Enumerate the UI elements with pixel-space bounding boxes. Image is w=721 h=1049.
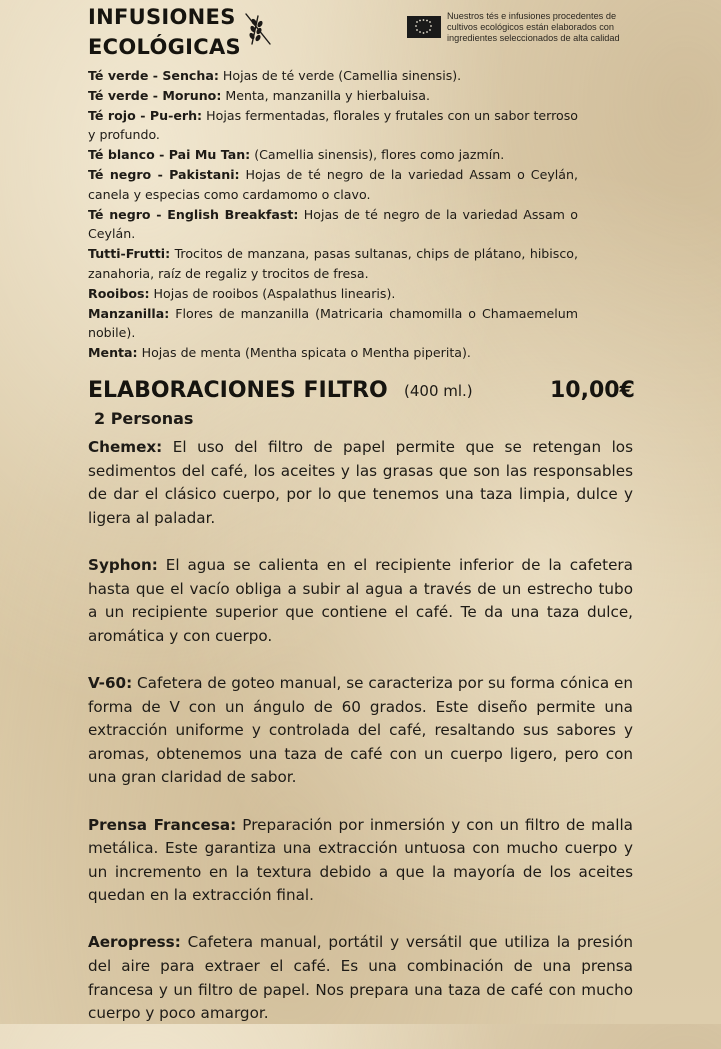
infusion-name: Tutti-Frutti: [88,246,171,262]
infusion-desc: Menta, manzanilla y hierbaluisa. [221,87,430,103]
infusion-name: Té negro - Pakistani: [88,166,240,182]
filter-section-persons: 2 Personas [94,409,194,428]
infusion-name: Té negro - English Breakfast: [88,206,299,222]
infusion-desc: (Camellia sinensis), flores como jazmín. [250,147,505,163]
method-name: Prensa Francesa: [88,815,237,834]
infusion-desc: Hojas de menta (Mentha spicata o Mentha piperita). [137,345,471,361]
list-item [88,86,578,106]
methods-list [88,436,633,1049]
infusion-desc: Hojas de té verde (Camellia sinensis). [218,68,462,83]
infusions-title-line2: ECOLÓGICAS [88,35,241,59]
method-name: Chemex: [88,438,163,456]
filter-section-volume: (400 ml.) [404,382,473,400]
list-item [88,304,578,344]
list-item [88,343,578,363]
infusion-desc: Hojas de té negro de la variedad Assam o Ceylán, canela y especias como cardamomo o clavo. [88,166,578,202]
eu-organic-note: Nuestros tés e infusiones procedentes de cultivos ecológicos están elaborados con ingredientes seleccionados de alta calidad [447,11,620,43]
infusion-desc: Hojas de té negro de la variedad Assam o Ceylán. [88,206,578,242]
infusions-list [88,66,578,363]
list-item [88,106,578,146]
list-item [88,672,633,790]
infusion-desc: Hojas de rooibos (Aspalathus linearis). [149,285,396,301]
list-item [88,66,578,86]
infusion-name: Menta: [88,345,138,361]
list-item [88,436,633,530]
eu-leaf-icon [407,16,441,38]
eu-organic-logo [407,16,441,38]
infusion-desc: Hojas fermentadas, florales y frutales con un sabor terroso y profundo. [88,107,578,143]
list-item [88,931,633,1025]
list-item [88,145,578,165]
method-desc: Preparación por inmersión y con un filtro de malla metálica. Este garantiza una extracción untuosa con mucho cuerpo y un incremento en la textura debido a que la mayoría de los aceites quedan en la extracción final. [88,815,633,905]
method-name: Aeropress: [88,933,181,952]
infusion-name: Té verde - Sencha: [88,68,219,83]
infusion-name: Té verde - Moruno: [88,87,222,103]
infusion-name: Manzanilla: [88,305,170,321]
list-item [88,284,578,304]
method-desc: El agua se calienta en el recipiente inferior de la cafetera hasta que el vacío obliga a subir al agua a través de un estrecho tubo a un recipiente superior que contiene el café. Te da una taza dulce, aromática y con cuerpo. [88,555,633,645]
infusion-desc: Trocitos de manzana, pasas sultanas, chips de plátano, hibisco, zanahoria, raíz de regaliz y trocitos de fresa. [88,246,578,281]
method-desc: El uso del filtro de papel permite que se retengan los sedimentos del café, los aceites y las grasas que son las responsables de dar el clásico cuerpo, por lo que tenemos una taza limpia, dulce y ligera al paladar. [88,438,633,527]
infusion-name: Té rojo - Pu-erh: [88,107,203,123]
infusion-name: Té blanco - Pai Mu Tan: [88,147,251,163]
infusion-name: Rooibos: [88,285,150,301]
list-item [88,814,633,908]
wheat-icon [243,10,273,48]
infusions-title [88,2,241,62]
list-item [88,205,578,245]
infusions-title-line1: INFUSIONES [88,5,236,29]
infusion-desc: Flores de manzanilla (Matricaria chamomilla o Chamaemelum nobile). [88,305,578,341]
method-desc: Cafetera de goteo manual, se caracteriza por su forma cónica en forma de V con un ángulo de 60 grados. Este diseño permite una extracción uniforme y controlada del café, resaltando sus sabores y aromas, obtenemos una taza de café con un cuerpo ligero, pero con una gran claridad de sabor. [88,673,633,787]
method-name: V-60: [88,673,133,692]
method-desc: Cafetera manual, portátil y versátil que utiliza la presión del aire para extraer el café. Es una combinación de una prensa francesa y un filtro de papel. Nos prepara una taza de café con mucho cuerpo y poco amargor. [88,933,633,1023]
list-item [88,244,578,284]
list-item [88,165,578,205]
filter-section-price: 10,00€ [550,378,635,403]
list-item [88,554,633,648]
method-name: Syphon: [88,555,158,574]
filter-section-title: ELABORACIONES FILTRO [88,378,388,403]
